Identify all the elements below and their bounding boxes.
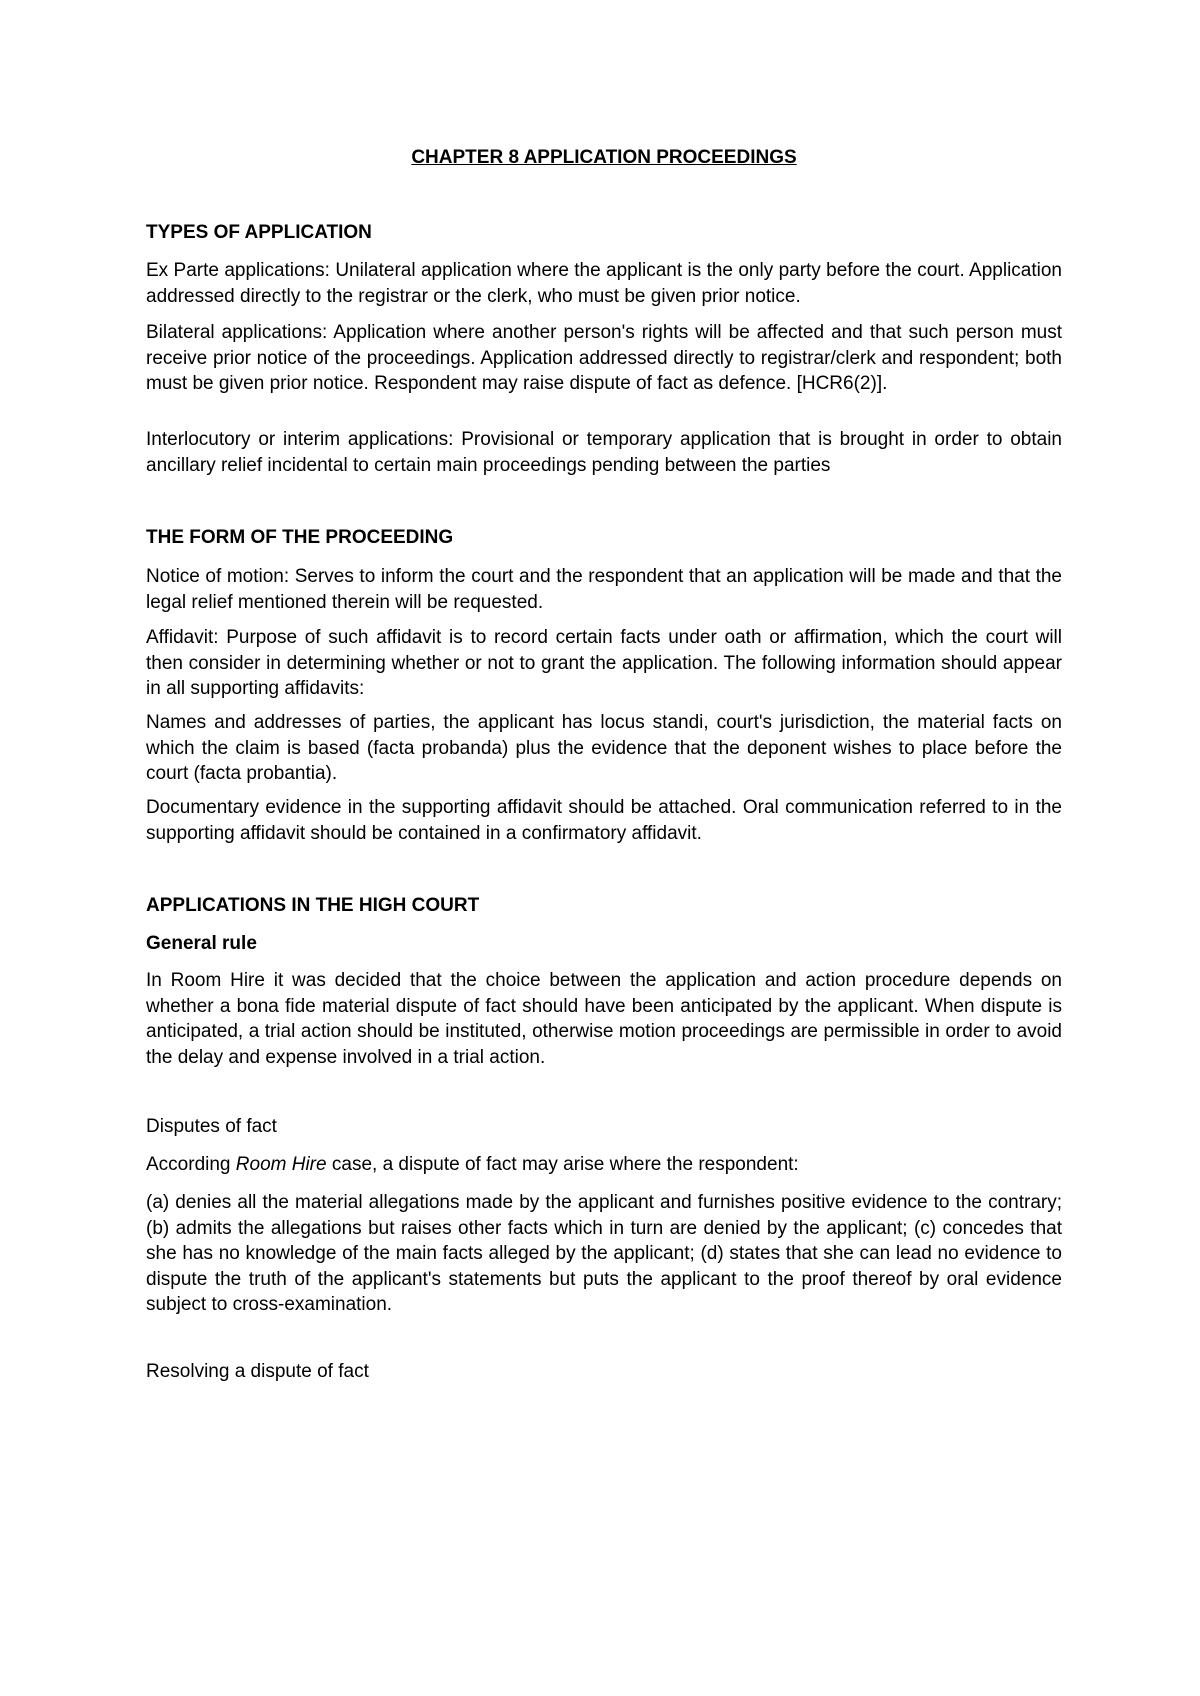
heading-disputes-of-fact: Disputes of fact	[146, 1116, 277, 1137]
paragraph-bilateral: Bilateral applications: Application where another person's rights will be affected and that such person must receive prior notice of the proceedings. Application addressed directly to registrar/clerk and respondent; both must be given prior notice. Respondent may raise dispute of fact as defence. [HCR6(2)].	[146, 322, 1062, 394]
paragraph-dispute-list: (a) denies all the material allegations made by the applicant and furnishes positive evidence to the contrary; (b) admits the allegations but raises other facts which in turn are denied by the applicant; (c) concedes that she has no knowledge of the main facts alleged by the applicant; (d) states that she can lead no evidence to dispute the truth of the applicant's statements but puts the applicant to the proof thereof by oral evidence subject to cross-examination.	[146, 1192, 1062, 1315]
paragraph-affidavit: Affidavit: Purpose of such affidavit is to record certain facts under oath or affirmation, which the court will then consider in determining whether or not to grant the application. The following information should appear in all supporting affidavits:	[146, 627, 1062, 699]
paragraph-notice-of-motion: Notice of motion: Serves to inform the court and the respondent that an application will be made and that the legal relief mentioned therein will be requested.	[146, 566, 1062, 613]
according-prefix: According	[146, 1154, 236, 1175]
paragraph-according	[146, 1152, 1062, 1178]
heading-resolving-dispute: Resolving a dispute of fact	[146, 1361, 369, 1382]
section-heading-high-court: APPLICATIONS IN THE HIGH COURT	[146, 895, 480, 916]
case-name-room-hire: Room Hire	[235, 1154, 327, 1175]
subheading-general-rule: General rule	[146, 933, 257, 954]
chapter-title: CHAPTER 8 APPLICATION PROCEEDINGS	[411, 147, 797, 168]
paragraph-documentary-evidence: Documentary evidence in the supporting affidavit should be attached. Oral communication referred to in the supporting affidavit should be contained in a confirmatory affidavit.	[146, 797, 1062, 844]
paragraph-room-hire: In Room Hire it was decided that the choice between the application and action procedure depends on whether a bona fide material dispute of fact should have been anticipated by the applicant. When dispute is anticipated, a trial action should be instituted, otherwise motion proceedings are permissible in order to avoid the delay and expense involved in a trial action.	[146, 970, 1062, 1068]
section-heading-types: TYPES OF APPLICATION	[146, 222, 372, 243]
paragraph-ex-parte: Ex Parte applications: Unilateral application where the applicant is the only party before the court. Application addressed directly to the registrar or the clerk, who must be given prior notice.	[146, 260, 1062, 307]
paragraph-names-addresses: Names and addresses of parties, the applicant has locus standi, court's jurisdiction, the material facts on which the claim is based (facta probanda) plus the evidence that the deponent wishes to place before the court (facta probantia).	[146, 712, 1062, 784]
according-suffix: case, a dispute of fact may arise where the respondent:	[326, 1154, 799, 1175]
section-heading-form: THE FORM OF THE PROCEEDING	[146, 527, 454, 548]
paragraph-interlocutory: Interlocutory or interim applications: Provisional or temporary application that is brought in order to obtain ancillary relief incidental to certain main proceedings pending between the parties	[146, 429, 1062, 476]
